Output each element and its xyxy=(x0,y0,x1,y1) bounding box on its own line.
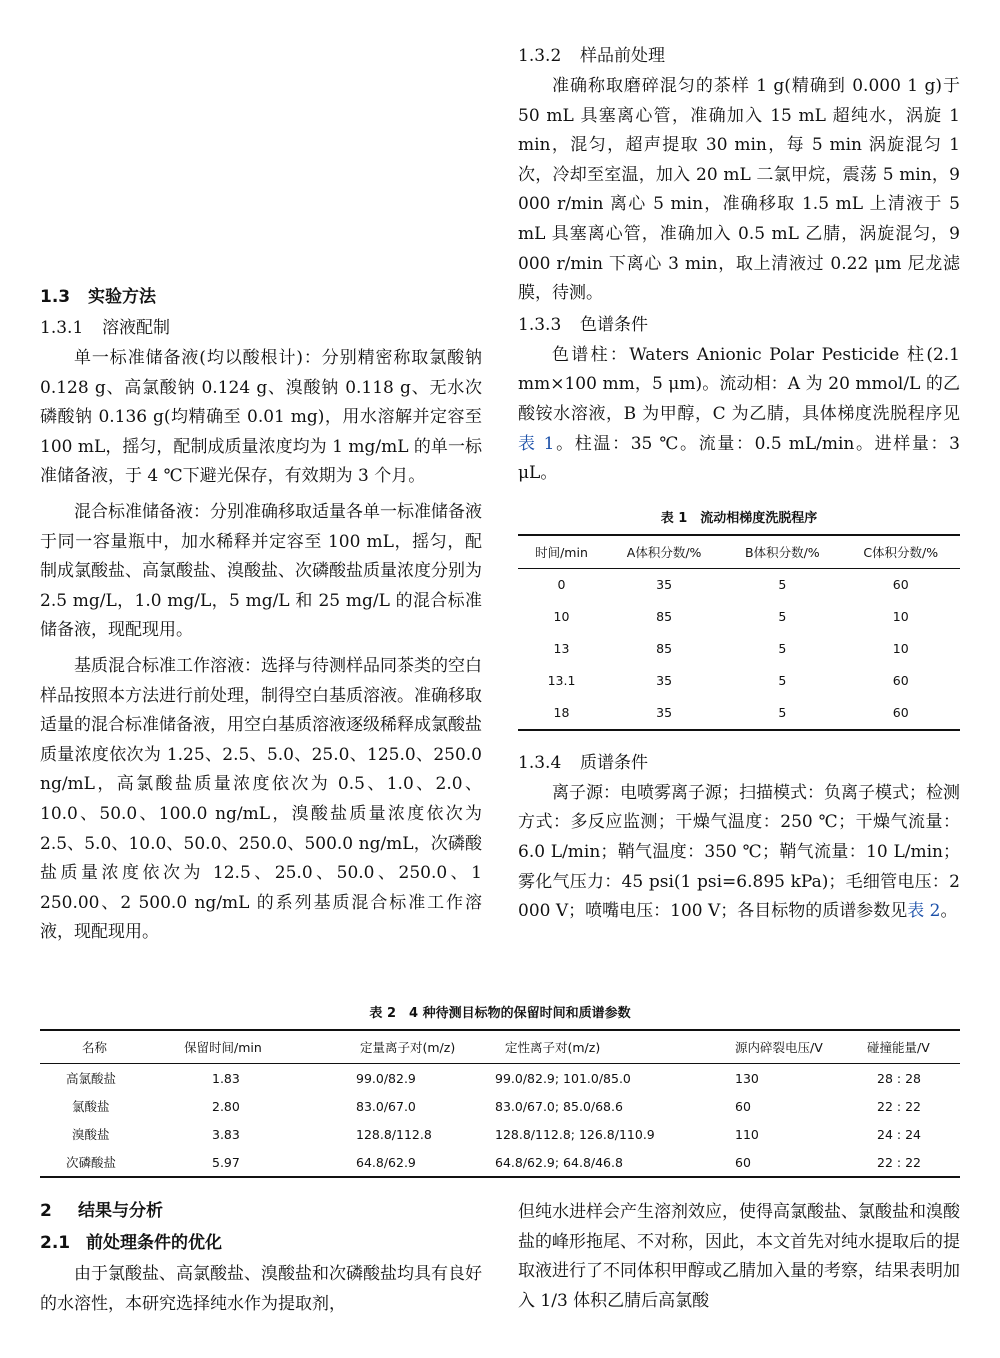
table-1-header-row xyxy=(518,535,960,569)
table-2-header-row xyxy=(40,1030,960,1064)
table-cell: 5 xyxy=(778,641,787,657)
table-cell: 13 xyxy=(553,641,570,657)
section-heading-1-3-1: 1.3.1 溶液配制 xyxy=(40,318,170,338)
table-cell: 130 xyxy=(735,1070,759,1086)
paragraph-single-standard: 单一标准储备液(均以酸根计)：分别精密称取氯酸钠 0.128 g、高氯酸钠 0.124 g、溴酸钠 0.118 g、无水次磷酸钠 0.136 g(均精确至 0.01 mg)，用水溶解并定容至 100 mL，摇匀，配制成质量浓度均为 1 mg/mL 的单一标准储备液，于 4 ℃下避光保存，有效期为 3 个月。 xyxy=(40,348,482,487)
table-2-header-cell: 源内碎裂电压/V xyxy=(735,1040,823,1055)
table-row xyxy=(40,1120,960,1148)
section-heading-2: 2 结果与分析 xyxy=(40,1201,163,1221)
table-2 xyxy=(40,1002,960,1178)
table-cell: 60 xyxy=(735,1154,751,1170)
table-1 xyxy=(518,507,960,731)
table-1-header-cell: B体积分数/% xyxy=(745,544,820,560)
table-cell: 溴酸盐 xyxy=(72,1127,110,1142)
table-row xyxy=(518,568,960,601)
table-cell: 5 xyxy=(778,609,787,625)
table-cell: 35 xyxy=(656,673,673,689)
right-column xyxy=(518,42,960,927)
table-1-header-cell: A体积分数/% xyxy=(626,544,702,560)
table-cell: 64.8/62.9 xyxy=(356,1154,416,1170)
bottom-right-column xyxy=(518,1198,960,1316)
table-cell: 0 xyxy=(557,577,566,593)
table-cell: 60 xyxy=(892,577,909,593)
table-2-header-cell: 名称 xyxy=(82,1040,108,1055)
table-cell: 5 xyxy=(778,577,787,593)
table-cell: 5 xyxy=(778,705,787,721)
table-cell: 83.0/67.0 xyxy=(356,1098,416,1114)
table-cell: 35 xyxy=(656,577,673,593)
table-cell: 110 xyxy=(735,1126,759,1142)
table-2-header-cell: 定量离子对(m/z) xyxy=(360,1040,456,1055)
table-cell: 22 : 22 xyxy=(877,1154,921,1170)
paragraph-results-left: 由于氯酸盐、高氯酸盐、溴酸盐和次磷酸盐均具有良好的水溶性，本研究选择纯水作为提取剂， xyxy=(40,1264,482,1314)
table-cell: 60 xyxy=(892,673,909,689)
table-row xyxy=(40,1092,960,1120)
table-1-header-cell: C体积分数/% xyxy=(863,544,939,560)
table-row xyxy=(518,697,960,730)
paragraph-pretreatment: 准确称取磨碎混匀的茶样 1 g(精确到 0.000 1 g)于 50 mL 具塞离心管，准确加入 15 mL 超纯水，涡旋 1 min，混匀，超声提取 30 min，每 5 min 涡旋混匀 1 次，冷却至室温，加入 20 mL 二氯甲烷，震荡 5 min，9 000 r/min 离心 5 min，准确移取 1.5 mL 上清液于 5 mL 具塞离心管，准确加入 0.5 mL 乙腈，涡旋混匀，9 000 r/min 下离心 3 min，取上清液过 0.22 μm 尼龙滤膜，待测。 xyxy=(518,76,960,304)
table-cell: 10 xyxy=(892,609,909,625)
table-cell: 18 xyxy=(553,705,570,721)
section-heading-1-3-4: 1.3.4 质谱条件 xyxy=(518,752,648,773)
table-cell: 85 xyxy=(656,641,673,657)
table-row xyxy=(40,1064,960,1093)
section-heading-1-3: 1.3 实验方法 xyxy=(40,287,156,307)
table-cell: 99.0/82.9; 101.0/85.0 xyxy=(495,1070,631,1086)
table-cell: 85 xyxy=(656,609,673,625)
table-row xyxy=(518,665,960,697)
table-1-caption: 表 1 流动相梯度洗脱程序 xyxy=(660,510,818,526)
table-cell: 83.0/67.0; 85.0/68.6 xyxy=(495,1098,623,1114)
table-cell: 99.0/82.9 xyxy=(356,1070,416,1086)
table-2-header-cell: 定性离子对(m/z) xyxy=(505,1040,601,1055)
section-heading-1-3-2: 1.3.2 样品前处理 xyxy=(518,46,665,66)
table-cell: 35 xyxy=(656,705,673,721)
table-cell: 60 xyxy=(735,1098,751,1114)
table-2-caption: 表 2 4 种待测目标物的保留时间和质谱参数 xyxy=(369,1006,631,1021)
table-2-header-cell: 保留时间/min xyxy=(184,1040,262,1055)
section-heading-1-3-3: 1.3.3 色谱条件 xyxy=(518,314,648,335)
paragraph-results-right: 但纯水进样会产生溶剂效应，使得高氯酸盐、氯酸盐和溴酸盐的峰形拖尾、不对称，因此，本文首先对纯水提取后的提取液进行了不同体积甲醇或乙腈加入量的考察，结果表明加入 1/3 体积乙腈后高氯酸 xyxy=(518,1202,960,1311)
table-row xyxy=(40,1148,960,1177)
table-cell: 氯酸盐 xyxy=(72,1099,110,1114)
table-cell: 10 xyxy=(553,609,570,625)
paragraph-matrix-standard: 基质混合标准工作溶液：选择与待测样品同茶类的空白样品按照本方法进行前处理，制得空白基质溶液。准确移取适量的混合标准储备液，用空白基质溶液逐级稀释成氯酸盐质量浓度依次为 1.25、2.5、5.0、25.0、125.0、250.0 ng/mL，高氯酸盐质量浓度依次为 0.5、1.0、2.0、10.0、50.0、100.0 ng/mL，溴酸盐质量浓度依次为 2.5、5.0、10.0、50.0、250.0、500.0 ng/mL，次磷酸盐质量浓度依次为 12.5、25.0、50.0、250.0、1 250.00、2 500.0 ng/mL 的系列基质混合标准工作溶液，现配现用。 xyxy=(40,655,482,943)
table-cell: 2.80 xyxy=(212,1098,240,1114)
table-cell: 5.97 xyxy=(212,1154,240,1170)
table-cell: 28 : 28 xyxy=(877,1070,921,1086)
table-cell: 5 xyxy=(778,673,787,689)
table-cell: 22 : 22 xyxy=(877,1098,921,1114)
table-cell: 1.83 xyxy=(212,1070,240,1086)
table-1-grid xyxy=(518,534,960,731)
table-1-link[interactable]: 表 1 xyxy=(518,433,555,454)
table-1-header-cell: 时间/min xyxy=(535,544,588,560)
table-cell: 13.1 xyxy=(547,673,576,689)
table-cell: 10 xyxy=(892,641,909,657)
left-column xyxy=(40,284,482,948)
table-cell: 60 xyxy=(892,705,909,721)
table-2-header-cell: 碰撞能量/V xyxy=(867,1040,930,1055)
section-heading-2-1: 2.1 前处理条件的优化 xyxy=(40,1233,222,1253)
table-2-link[interactable]: 表 2 xyxy=(907,901,941,922)
table-row xyxy=(518,633,960,665)
bottom-left-column xyxy=(40,1198,482,1319)
table-row xyxy=(518,601,960,633)
paragraph-mass-spec: 离子源：电喷雾离子源；扫描模式：负离子模式；检测方式：多反应监测；干燥气温度：250 ℃；干燥气流量：6.0 L/min；鞘气温度：350 ℃；鞘气流量：10 L/min；雾化气压力：45 psi(1 psi=6.895 kPa)；毛细管电压：2 000 V；喷嘴电压：100 V；各目标物的质谱参数见表 2。 xyxy=(518,782,960,922)
table-2-grid xyxy=(40,1029,960,1178)
table-cell: 3.83 xyxy=(212,1126,240,1142)
table-cell: 128.8/112.8; 126.8/110.9 xyxy=(495,1126,655,1142)
table-cell: 128.8/112.8 xyxy=(356,1126,432,1142)
table-cell: 64.8/62.9; 64.8/46.8 xyxy=(495,1154,623,1170)
paragraph-mixed-standard: 混合标准储备液：分别准确移取适量各单一标准储备液于同一容量瓶中，加水稀释并定容至 100 mL，摇匀，配制成氯酸盐、高氯酸盐、溴酸盐、次磷酸盐质量浓度分别为 2.5 mg/L，1.0 mg/L，5 mg/L 和 25 mg/L 的混合标准储备液，现配现用。 xyxy=(40,501,482,641)
table-cell: 高氯酸盐 xyxy=(66,1071,117,1086)
table-cell: 次磷酸盐 xyxy=(66,1155,117,1170)
paragraph-chromatography: 色谱柱：Waters Anionic Polar Pesticide 柱(2.1 mm×100 mm，5 μm)。流动相：A 为 20 mmol/L 的乙酸铵水溶液，B 为甲醇，C 为乙腈，具体梯度洗脱程序见表 1。柱温：35 ℃。流量：0.5 mL/min。进样量：3 μL。 xyxy=(518,344,960,484)
table-cell: 24 : 24 xyxy=(877,1126,921,1142)
